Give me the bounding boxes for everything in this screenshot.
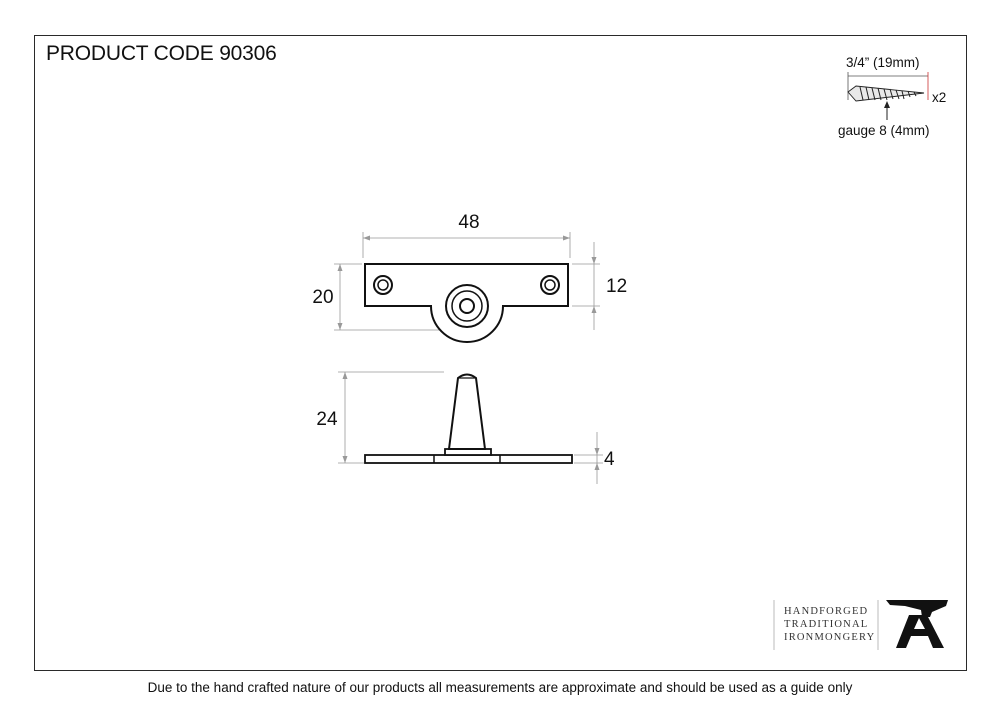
side-view: [316, 372, 615, 484]
disclaimer-text: Due to the hand crafted nature of our products all measurements are approximate and should be used as a guide only: [147, 680, 853, 695]
top-view: [312, 212, 627, 342]
dimension-pin-height: 24: [316, 409, 338, 430]
dimension-width: 48: [458, 212, 480, 233]
screw-length-label: 3/4” (19mm): [846, 55, 920, 70]
screw-gauge-label: gauge 8 (4mm): [838, 123, 930, 138]
product-code: PRODUCT CODE 90306: [46, 42, 277, 65]
screw-icon: [848, 86, 924, 101]
dimension-plate-thickness: 4: [604, 449, 615, 470]
screw-spec: [838, 55, 946, 138]
screw-quantity-label: x2: [932, 90, 947, 105]
brand-logo: [774, 600, 948, 650]
dimension-height: 20: [312, 287, 334, 308]
anvil-icon: [886, 600, 948, 648]
logo-line-2: TRADITIONAL: [784, 619, 869, 630]
logo-line-3: IRONMONGERY: [784, 632, 876, 643]
logo-line-1: HANDFORGED: [784, 606, 869, 617]
dimension-inner-height: 12: [606, 276, 628, 297]
